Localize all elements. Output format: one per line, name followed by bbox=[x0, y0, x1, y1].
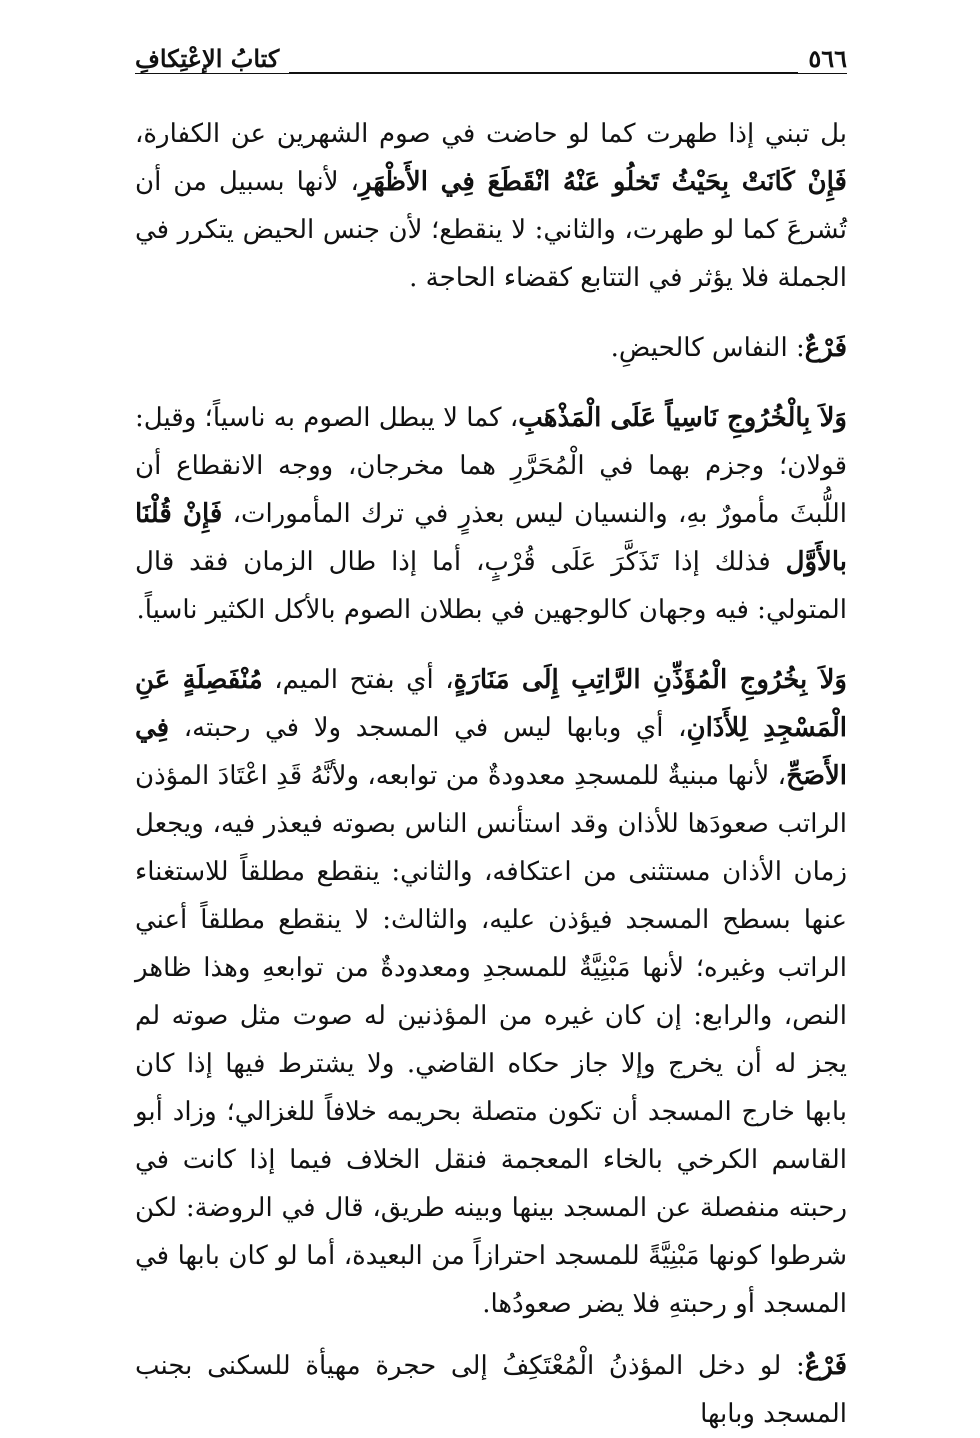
paragraph-1-matn: فَإِنْ كَانَتْ بِحَيْثُ تَخلُو عَنْهُ انْقَطَعَ فِي الأَظْهَرِ bbox=[358, 167, 847, 197]
paragraph-1-text-c: ، لأنها بسبيل من أن تُشرعَ كما لو طهرت، والثاني: لا ينقطع؛ لأن جنس الحيض يتكرر في الجملة فلا يؤثر في التتابع كقضاء الحاجة . bbox=[135, 167, 847, 293]
paragraph-4-matn: وَلاَ بِخُرُوجِ الْمُؤَذِّنِ الرَّاتِبِ إِلَى مَنَارَةٍ bbox=[453, 665, 847, 695]
page-number: ٥٦٦ bbox=[798, 44, 847, 73]
paragraph-2-text: : النفاس كالحيضِ. bbox=[610, 333, 805, 363]
far-label-2: فَرْعٌ bbox=[804, 1351, 847, 1381]
paragraph-3-text-b: ، كما لا يبطل الصوم به ناسياً؛ وقيل: قولان؛ وجزم بهما في الْمُحَرَّرِ هما مخرجان، ووجه الانقطاع أن اللُّبثَ مأمورٌ بهِ، والنسيان ليس بعذرٍ في ترك المأمورات، bbox=[135, 403, 847, 529]
far-label: فَرْعٌ bbox=[804, 333, 847, 363]
running-title: كتابُ الإعْتِكافِ bbox=[135, 44, 289, 73]
paragraph-4 bbox=[135, 656, 847, 1328]
paragraph-5-text: : لو دخل المؤذنُ الْمُعْتَكِفُ إلى حجرة مهيأة للسكنى بجنب المسجد وبابها bbox=[135, 1351, 847, 1429]
paragraph-4-matn-2: مُنْفَصِلَةٍ عَنِ الْمَسْجِدِ لِلأَذَانِ bbox=[135, 665, 848, 743]
paragraph-1-text-a: بل تبني إذا طهرت كما لو حاضت في صوم الشهرين عن الكفارة، bbox=[135, 119, 847, 149]
paragraph-3-text-d: فذلك إذا تَذَكَّرَ عَلَى قُرْبٍ، أما إذا طال الزمان فقد قال المتولي: فيه وجهان كالوجهين في بطلان الصوم بالأكل الكثير ناسياً. bbox=[135, 547, 847, 625]
paragraph-1 bbox=[135, 110, 847, 302]
page-header bbox=[135, 44, 847, 84]
paragraph-4-text-b: ، أي بفتح الميم، bbox=[262, 665, 454, 695]
paragraph-4-text-f: ، لأنها مبنيةٌ للمسجدِ معدودةٌ من توابعه، ولأنَّهُ قَدِ اعْتَادَ المؤذن الراتب صعودَها للأذان وقد استأنس الناس بصوته فيعذر فيه، ويجعل زمان الأذان مستثنى من اعتكافه، والثاني: ينقطع مطلقاً للاستغناء عنها بسطح المسجد فيؤذن عليه، والثالث: لا ينقطع مطلقاً أعني الراتب وغيره؛ لأنها مَبْنِيَّةٌ للمسجدِ ومعدودةٌ من توابعهِ وهذا ظاهر النص، والرابع: إن كان غيره من المؤذنين له صوت مثل صوته لم يجز له أن يخرج وإلا جاز حكاه القاضي. ولا يشترط فيها إذا كان بابها خارج المسجد أن تكون متصلة بحريمه خلافاً للغزالي؛ وزاد أبو القاسم الكرخي بالخاء المعجمة فنقل الخلاف فيما إذا كانت في رحبته منفصلة عن المسجد بينها وبينه طريق، قال في الروضة: لكن شرطوا كونها مَبْنِيَّةً للمسجد احترازاً من البعيدة، أما لو كان بابها في المسجد أو رحبتهِ فلا يضر صعودُها. bbox=[135, 761, 848, 1319]
paragraph-2-far bbox=[135, 324, 847, 372]
paragraph-4-matn-3: فِي الأَصَحِّ bbox=[135, 713, 847, 791]
paragraph-3 bbox=[135, 394, 847, 634]
paragraph-5-far bbox=[135, 1342, 847, 1438]
paragraph-4-text-d: ، أي وبابها ليس في المسجد ولا في رحبته، bbox=[169, 713, 687, 743]
page-body bbox=[135, 110, 847, 1438]
paragraph-3-matn: وَلاَ بِالْخُرُوجِ نَاسِياً عَلَى الْمَذْهَبِ bbox=[518, 403, 847, 433]
paragraph-3-matn-2: فَإِنْ قُلْنَا بالأَوَّل bbox=[135, 499, 847, 577]
